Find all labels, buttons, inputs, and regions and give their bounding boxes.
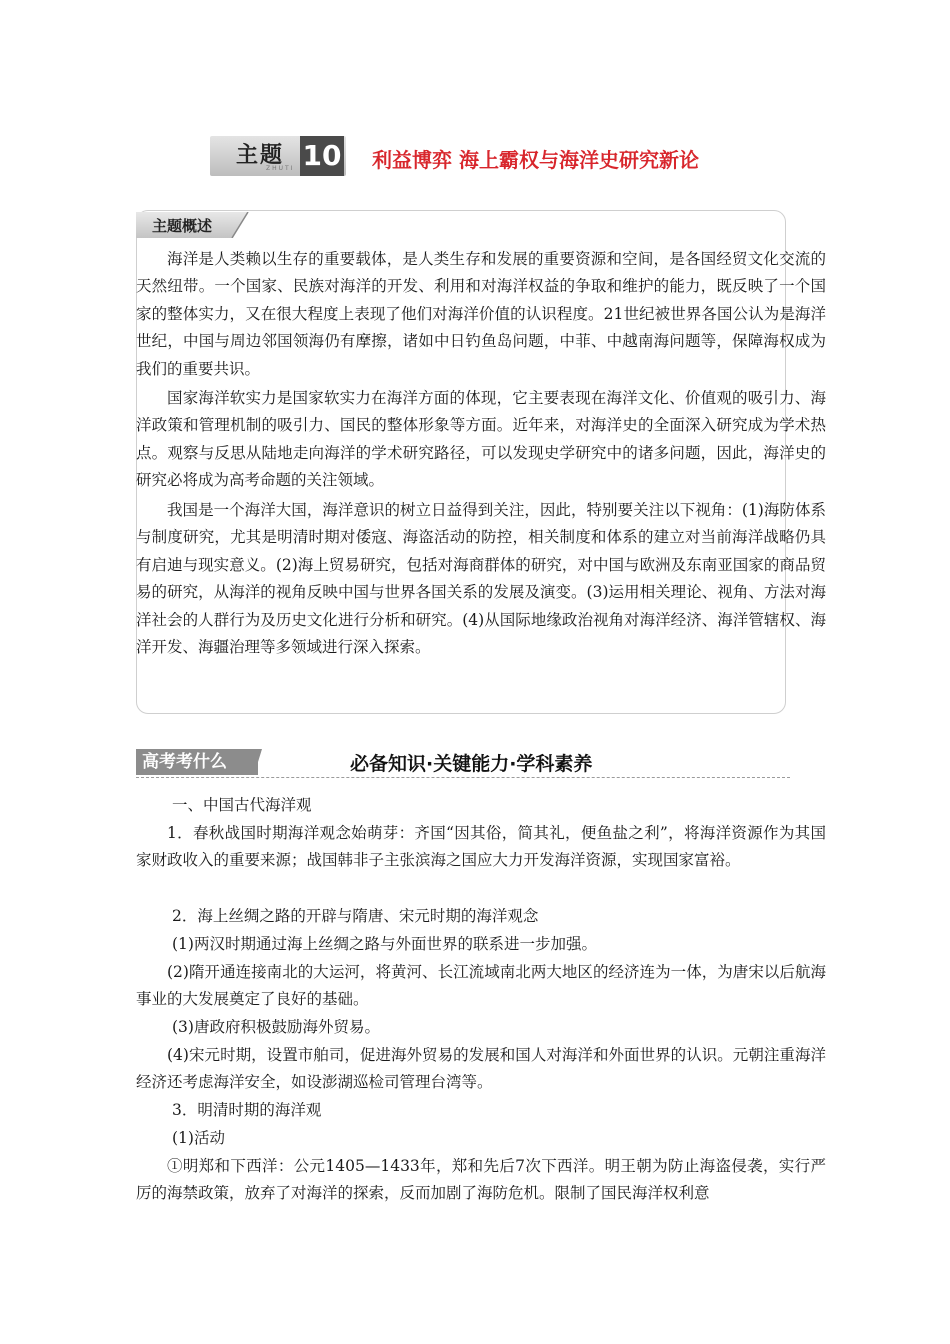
item-2-3: (3)唐政府积极鼓励海外贸易。	[172, 1018, 380, 1036]
section-label: 高考考什么	[136, 749, 258, 775]
item-1: 1．春秋战国时期海洋观念始萌芽：齐国“因其俗，简其礼，便鱼盐之利”，将海洋资源作为其国家财政收入的重要来源；战国韩非子主张滨海之国应大力开发海洋资源，实现国家富裕。	[136, 824, 826, 870]
overview-tab	[136, 212, 254, 238]
overview-paragraph-2: 国家海洋软实力是国家软实力在海洋方面的体现，它主要表现在海洋文化、价值观的吸引力、海洋政策和管理机制的吸引力、国民的整体形象等方面。近年来，对海洋史的全面深入研究成为学术热点。观察与反思从陆地走向海洋的学术研究路径，可以发现史学研究中的诸多问题，因此，海洋史的研究必将成为高考命题的关注领域。	[136, 389, 826, 490]
item-2-1: (1)两汉时期通过海上丝绸之路与外面世界的联系进一步加强。	[172, 935, 597, 953]
item-3: 3．明清时期的海洋观	[172, 1101, 322, 1119]
item-3-1-a: ①明郑和下西洋：公元1405—1433年，郑和先后7次下西洋。明王朝为防止海盗侵袭，实行严厉的海禁政策，放弃了对海洋的探索，反而加剧了海防危机。限制了国民海洋权利意	[136, 1157, 826, 1203]
section-subtitle: 必备知识·关键能力·学科素养	[350, 753, 593, 775]
overview-paragraph-1: 海洋是人类赖以生存的重要载体，是人类生存和发展的重要资源和空间，是各国经贸文化交流的天然纽带。一个国家、民族对海洋的开发、利用和对海洋权益的争取和维护的能力，既反映了一个国家的整体实力，又在很大程度上表现了他们对海洋价值的认识程度。21世纪被世界各国公认为是海洋世纪，中国与周边邻国领海仍有摩擦，诸如中日钓鱼岛问题，中菲、中越南海问题等，保障海权成为我们的重要共识。	[136, 250, 826, 378]
section-label-slant	[250, 749, 262, 775]
topic-badge	[210, 136, 346, 176]
topic-title: 利益博弈 海上霸权与海洋史研究新论	[372, 148, 699, 172]
section-divider	[136, 777, 790, 778]
item-3-1: (1)活动	[172, 1129, 225, 1147]
topic-number: 10	[300, 136, 344, 176]
item-2: 2．海上丝绸之路的开辟与隋唐、宋元时期的海洋观念	[172, 907, 539, 925]
overview-paragraph-3: 我国是一个海洋大国，海洋意识的树立日益得到关注，因此，特别要关注以下视角：(1)海防体系与制度研究，尤其是明清时期对倭寇、海盗活动的防控，相关制度和体系的建立对当前海洋战略仍具有启迪与现实意义。(2)海上贸易研究，包括对海商群体的研究，对中国与欧洲及东南亚国家的商品贸易的研究，从海洋的视角反映中国与世界各国关系的发展及演变。(3)运用相关理论、视角、方法对海洋社会的人群行为及历史文化进行分析和研究。(4)从国际地缘政治视角对海洋经济、海洋管辖权、海洋开发、海疆治理等多领域进行深入探索。	[136, 501, 826, 657]
topic-pinyin: ZHUTI	[266, 165, 295, 172]
heading-ancient-ocean-view: 一、中国古代海洋观	[172, 796, 312, 814]
topic-word: 主题	[236, 143, 285, 168]
item-2-2: (2)隋开通连接南北的大运河，将黄河、长江流域南北两大地区的经济连为一体，为唐宋以后航海事业的大发展奠定了良好的基础。	[136, 963, 826, 1009]
overview-tab-label: 主题概述	[152, 217, 213, 235]
item-2-4: (4)宋元时期，设置市舶司，促进海外贸易的发展和国人对海洋和外面世界的认识。元朝注重海洋经济还考虑海洋安全，如设澎湖巡检司管理台湾等。	[136, 1046, 826, 1092]
